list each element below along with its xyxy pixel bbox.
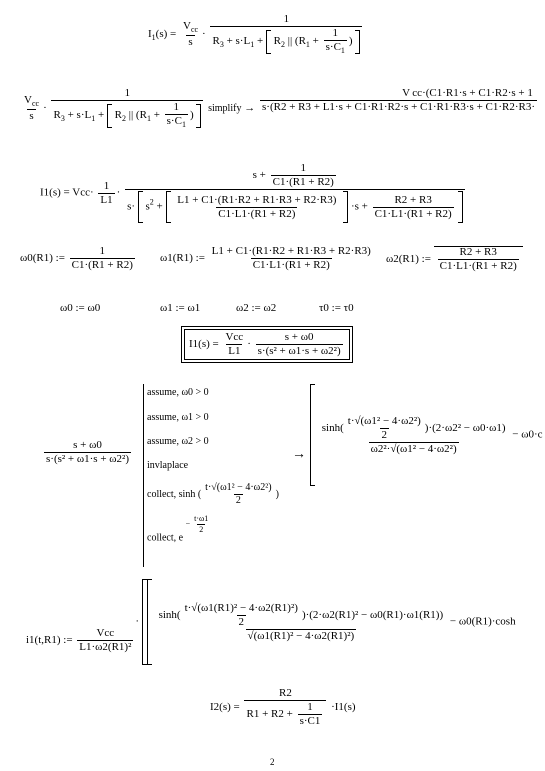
laplace-result: sinh( $\frac{\text{t·√(ω1² − 4·ω2²)}}{2}$ )·(2·ω2² − ω0·ω1) ω2²·√(ω1² − 4·ω2²) − ω0·c (310, 384, 543, 486)
assign-omega2: ω2 := ω2 (236, 302, 277, 314)
keyword-assume-w0: assume, ω0 > 0 (147, 387, 209, 398)
simplify-keyword: simplify (208, 103, 242, 115)
eq3-main-fraction: s + $\frac{1}{C1\cdot(R1 + R2)}$ $s\cdot s^2$ + $\frac{L1 + C1\cdot(R1\cdot R2 + R1\cdot R3 + R2\cdot R3)}{C1\cdot L1\cdot(R1 + R2)}$ ·s + $\frac{R2 + R3}{C1\cdot L1\cdot(R1 + R2)}$ (125, 163, 465, 223)
def-omega0: ω0(R1) := $\frac{1}{C1\cdot(R1 + R2)}$ (20, 245, 133, 271)
laplace-arrow: → (292, 447, 306, 462)
keyword-assume-w2: assume, ω2 > 0 (147, 436, 209, 447)
eq3-one-over-l1: $\frac{1}{L1}$ (100, 179, 113, 206)
eq2-vcc-over-s: $\frac{V_{cc}}{s}$ (24, 94, 40, 122)
keyword-collect-sinh: collect, sinh ( $\frac{\text{t·√(ω1² − 4·ω2²)}}{2}$ ) (147, 482, 279, 506)
equation-simplify: $\frac{V_{cc}}{s}$ · 1 $R_3 + s\cdot L_1 + R_2$ || ($R_1$ + $\frac{1}{s\cdot C_1}$ ) simplify → (24, 87, 256, 129)
eq2-result (258, 88, 539, 113)
eq1-lhs: $I_1(s)$ = (148, 28, 177, 43)
def-omega2: ω2(R1) := $\frac{R2 + R3}{C1\cdot L1\cdot(R1 + R2)}$ (386, 246, 523, 272)
eq2-result-numerator: V cc·(C1·R1·s + C1·R2·s + 1 (402, 87, 533, 99)
eq1-main-fraction: 1 $R_3 + s\cdot L_1 + R_2$ || ($R_1$ + $\frac{1}{s\cdot C_1}$ ) (210, 14, 362, 55)
equation-i1-definition: $I_1(s)$ = $\frac{V_{cc}}{s}$ · 1 $R_3 + s\cdot L_1 + R_2$ || ($R_1$ + $\frac{1}{s\cdot C_1}$ ) (148, 14, 364, 55)
page-number: 2 (270, 757, 275, 767)
eq2-main-fraction: 1 $R_3 + s\cdot L_1 + R_2$ || ($R_1$ + $\frac{1}{s\cdot C_1}$ ) (51, 88, 203, 129)
eq1-vcc-over-s: $\frac{V_{cc}}{s}$ (182, 20, 199, 48)
laplace-expression: $\frac{s + \omega 0}{\text{s·(s² + ω1·s + ω2²)}}$ (46, 439, 129, 465)
assign-omega0: ω0 := ω0 (60, 302, 101, 314)
keyword-bar (143, 384, 144, 567)
assign-omega1: ω1 := ω1 (160, 302, 201, 314)
assign-tau0: τ0 := τ0 (319, 302, 354, 314)
keyword-assume-w1: assume, ω1 > 0 (147, 412, 209, 423)
def-i1-time: i1(t,R1) := $\frac{\text{Vcc}}{\text{L1·ω2(R1)²}}$ · sinh( $\frac{\text{t·√(ω1(R1)² − 4·ω2(R1)²)}}{2}$ )·(2·ω2(R1)² − ω0(R1)·ω1(R1)) √(ω1(R1)² − 4·ω2(R1)²) − ω0(R1)·cosh (26, 579, 516, 665)
equation-i1-standard-form: I1(s) = Vcc· $\frac{1}{L1}$ · s + $\frac{1}{C1\cdot(R1 + R2)}$ $s\cdot s^2$ + $\frac{L1 + C1\cdot(R1\cdot R2 + R1\cdot R3 + R2\cdot R3)}{C1\cdot L1\cdot(R1 + R2)}$ ·s + $\frac{R2 + R3}{C1\cdot L1\cdot(R1 + R2)}$ (40, 163, 467, 223)
eq3-lhs: I1(s) = Vcc· (40, 186, 94, 199)
keyword-collect-e: collect, e $^{- \frac{t\cdot\omega 1}{2}}$ (147, 514, 209, 544)
boxed-i1-result: I1(s) = $\frac{\text{Vcc}}{L1}$ · $\frac{s + \omega 0}{\text{s·(s² + ω1·s + ω2²)}}$ (184, 329, 350, 360)
equation-i2: I2(s) = R2 R1 + R2 + $\frac{1}{s\cdot C1}$ ·I1(s) (210, 687, 356, 727)
keyword-invlaplace: invlaplace (147, 460, 189, 471)
eq2-result-denominator: s·(R2 + R3 + L1·s + C1·R1·R2·s + C1·R1·R3·s + C1·R2·R3· (262, 101, 536, 113)
simplify-arrow: → (244, 102, 256, 115)
def-omega1: ω1(R1) := $\frac{L1 + C1\cdot(R1\cdot R2 + R1\cdot R3 + R2\cdot R3)}{C1\cdot L1\cdot(R1 + R2)}$ (160, 245, 371, 271)
